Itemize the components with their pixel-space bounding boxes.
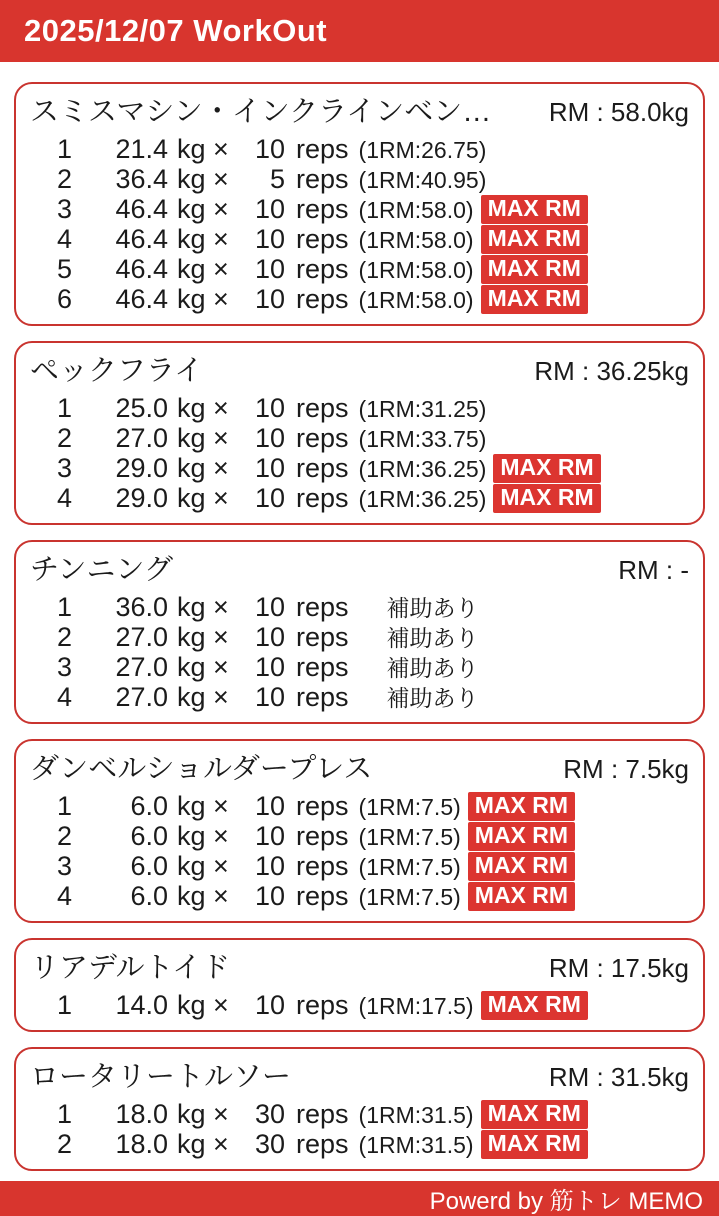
exercise-rm-value: RM : 17.5kg: [548, 953, 689, 983]
weight-unit-label: kg ×: [177, 224, 229, 254]
set-row: [30, 1099, 689, 1129]
set-reps: 10: [254, 483, 285, 513]
set-row: [30, 682, 689, 712]
set-row: [30, 254, 689, 284]
set-reps: 10: [254, 791, 285, 821]
set-reps: 10: [254, 622, 285, 652]
one-rm-value: (1RM:31.5): [358, 1132, 474, 1158]
set-row: [30, 821, 689, 851]
reps-unit-label: reps: [296, 791, 349, 821]
max-rm-badge: MAX RM: [468, 822, 575, 851]
weight-unit-label: kg ×: [177, 483, 229, 513]
set-number: 1: [56, 791, 72, 821]
weight-unit-label: kg ×: [177, 592, 229, 622]
max-rm-badge: MAX RM: [481, 225, 588, 254]
one-rm-value: (1RM:36.25): [358, 456, 487, 482]
set-list: [30, 393, 689, 513]
set-number: 3: [56, 652, 72, 682]
reps-unit-label: reps: [296, 622, 349, 652]
set-row: [30, 592, 689, 622]
exercise-name: ペックフライ: [30, 355, 204, 387]
max-rm-badge: MAX RM: [468, 852, 575, 881]
exercise-name: リアデルトイド: [30, 952, 231, 984]
set-row: [30, 194, 689, 224]
max-rm-badge: MAX RM: [468, 792, 575, 821]
max-rm-badge: MAX RM: [468, 882, 575, 911]
one-rm-value: (1RM:31.25): [358, 396, 487, 422]
set-number: 3: [56, 194, 72, 224]
weight-unit-label: kg ×: [177, 423, 229, 453]
weight-unit-label: kg ×: [177, 990, 229, 1020]
set-reps: 10: [254, 254, 285, 284]
weight-unit-label: kg ×: [177, 453, 229, 483]
set-reps: 10: [254, 851, 285, 881]
weight-unit-label: kg ×: [177, 881, 229, 911]
set-weight: 46.4: [115, 254, 168, 284]
set-weight: 29.0: [115, 483, 168, 513]
reps-unit-label: reps: [296, 224, 349, 254]
set-reps: 10: [254, 990, 285, 1020]
set-reps: 30: [254, 1099, 285, 1129]
set-reps: 10: [254, 652, 285, 682]
weight-unit-label: kg ×: [177, 164, 229, 194]
set-row: [30, 483, 689, 513]
max-rm-badge: MAX RM: [493, 484, 600, 513]
exercise-rm-value: RM : 36.25kg: [534, 356, 689, 386]
set-list: [30, 592, 689, 712]
weight-unit-label: kg ×: [177, 652, 229, 682]
set-weight: 18.0: [115, 1129, 168, 1159]
set-memo-label: 補助あり: [386, 655, 479, 681]
exercise-card: [14, 82, 705, 326]
set-row: [30, 881, 689, 911]
set-reps: 10: [254, 194, 285, 224]
one-rm-value: (1RM:33.75): [358, 426, 487, 452]
set-list: [30, 791, 689, 911]
set-weight: 27.0: [115, 423, 168, 453]
one-rm-value: (1RM:58.0): [358, 287, 474, 313]
exercise-name: チンニング: [30, 554, 173, 586]
set-number: 2: [56, 1129, 72, 1159]
app-footer: [0, 1181, 719, 1216]
exercise-card-header: [30, 946, 689, 990]
weight-unit-label: kg ×: [177, 622, 229, 652]
set-weight: 29.0: [115, 453, 168, 483]
exercise-rm-value: RM : 58.0kg: [548, 97, 689, 127]
set-row: [30, 134, 689, 164]
set-number: 4: [56, 881, 72, 911]
reps-unit-label: reps: [296, 194, 349, 224]
page-title: 2025/12/07 WorkOut: [24, 13, 328, 48]
set-weight: 21.4: [115, 134, 168, 164]
weight-unit-label: kg ×: [177, 254, 229, 284]
set-list: [30, 1099, 689, 1159]
set-reps: 10: [254, 423, 285, 453]
set-weight: 36.0: [115, 592, 168, 622]
exercise-rm-value: RM : 31.5kg: [548, 1062, 689, 1092]
set-weight: 25.0: [115, 393, 168, 423]
set-number: 3: [56, 851, 72, 881]
one-rm-value: (1RM:58.0): [358, 197, 474, 223]
weight-unit-label: kg ×: [177, 821, 229, 851]
reps-unit-label: reps: [296, 1129, 349, 1159]
set-reps: 10: [254, 284, 285, 314]
set-weight: 27.0: [115, 652, 168, 682]
one-rm-value: (1RM:7.5): [358, 854, 461, 880]
exercise-name: ロータリートルソー: [30, 1061, 292, 1093]
set-number: 2: [56, 164, 72, 194]
set-row: [30, 652, 689, 682]
weight-unit-label: kg ×: [177, 791, 229, 821]
one-rm-value: (1RM:7.5): [358, 824, 461, 850]
max-rm-badge: MAX RM: [481, 285, 588, 314]
workout-list: [0, 62, 719, 1181]
app-header: [0, 0, 719, 62]
set-number: 1: [56, 990, 72, 1020]
set-number: 5: [56, 254, 72, 284]
one-rm-value: (1RM:7.5): [358, 884, 461, 910]
max-rm-badge: MAX RM: [481, 991, 588, 1020]
reps-unit-label: reps: [296, 483, 349, 513]
reps-unit-label: reps: [296, 1099, 349, 1129]
set-row: [30, 851, 689, 881]
powered-by-label: Powerd by 筋トレ MEMO: [429, 1188, 703, 1215]
exercise-card: [14, 540, 705, 724]
set-row: [30, 791, 689, 821]
set-weight: 46.4: [115, 194, 168, 224]
set-number: 2: [56, 423, 72, 453]
reps-unit-label: reps: [296, 134, 349, 164]
one-rm-value: (1RM:36.25): [358, 486, 487, 512]
set-reps: 10: [254, 881, 285, 911]
reps-unit-label: reps: [296, 393, 349, 423]
one-rm-value: (1RM:26.75): [358, 137, 487, 163]
reps-unit-label: reps: [296, 592, 349, 622]
max-rm-badge: MAX RM: [493, 454, 600, 483]
exercise-rm-value: RM : 7.5kg: [563, 754, 689, 784]
set-reps: 10: [254, 821, 285, 851]
reps-unit-label: reps: [296, 990, 349, 1020]
reps-unit-label: reps: [296, 423, 349, 453]
exercise-name: ダンベルショルダープレス: [30, 753, 373, 785]
set-number: 3: [56, 453, 72, 483]
set-row: [30, 990, 689, 1020]
weight-unit-label: kg ×: [177, 194, 229, 224]
set-weight: 6.0: [130, 851, 168, 881]
set-number: 4: [56, 224, 72, 254]
reps-unit-label: reps: [296, 851, 349, 881]
set-reps: 10: [254, 393, 285, 423]
reps-unit-label: reps: [296, 821, 349, 851]
weight-unit-label: kg ×: [177, 1099, 229, 1129]
reps-unit-label: reps: [296, 652, 349, 682]
exercise-card-header: [30, 1055, 689, 1099]
set-weight: 6.0: [130, 881, 168, 911]
set-reps: 10: [254, 224, 285, 254]
weight-unit-label: kg ×: [177, 1129, 229, 1159]
set-weight: 18.0: [115, 1099, 168, 1129]
set-reps: 30: [254, 1129, 285, 1159]
set-reps: 10: [254, 453, 285, 483]
weight-unit-label: kg ×: [177, 284, 229, 314]
exercise-card-header: [30, 349, 689, 393]
one-rm-value: (1RM:31.5): [358, 1102, 474, 1128]
set-number: 6: [56, 284, 72, 314]
set-number: 1: [56, 1099, 72, 1129]
set-number: 4: [56, 483, 72, 513]
reps-unit-label: reps: [296, 254, 349, 284]
weight-unit-label: kg ×: [177, 851, 229, 881]
set-row: [30, 164, 689, 194]
set-reps: 10: [254, 682, 285, 712]
set-number: 2: [56, 622, 72, 652]
set-reps: 10: [254, 592, 285, 622]
max-rm-badge: MAX RM: [481, 1130, 588, 1159]
set-weight: 6.0: [130, 821, 168, 851]
exercise-card: [14, 341, 705, 525]
exercise-card: [14, 1047, 705, 1171]
exercise-name: スミスマシン・インクラインベン…: [30, 96, 492, 128]
one-rm-value: (1RM:7.5): [358, 794, 461, 820]
set-row: [30, 622, 689, 652]
set-row: [30, 453, 689, 483]
set-number: 1: [56, 134, 72, 164]
exercise-card-header: [30, 747, 689, 791]
set-memo-label: 補助あり: [386, 685, 479, 711]
max-rm-badge: MAX RM: [481, 1100, 588, 1129]
set-reps: 10: [254, 134, 285, 164]
set-weight: 6.0: [130, 791, 168, 821]
set-row: [30, 423, 689, 453]
set-row: [30, 1129, 689, 1159]
set-weight: 27.0: [115, 682, 168, 712]
set-memo-label: 補助あり: [386, 595, 479, 621]
one-rm-value: (1RM:58.0): [358, 257, 474, 283]
exercise-rm-value: RM : -: [618, 555, 689, 585]
max-rm-badge: MAX RM: [481, 255, 588, 284]
exercise-card: [14, 739, 705, 923]
exercise-card: [14, 938, 705, 1032]
set-reps: 5: [269, 164, 285, 194]
reps-unit-label: reps: [296, 453, 349, 483]
reps-unit-label: reps: [296, 164, 349, 194]
reps-unit-label: reps: [296, 682, 349, 712]
weight-unit-label: kg ×: [177, 393, 229, 423]
reps-unit-label: reps: [296, 881, 349, 911]
set-row: [30, 284, 689, 314]
set-weight: 46.4: [115, 284, 168, 314]
set-row: [30, 224, 689, 254]
max-rm-badge: MAX RM: [481, 195, 588, 224]
exercise-card-header: [30, 90, 689, 134]
exercise-card-header: [30, 548, 689, 592]
set-weight: 14.0: [115, 990, 168, 1020]
set-weight: 46.4: [115, 224, 168, 254]
weight-unit-label: kg ×: [177, 134, 229, 164]
one-rm-value: (1RM:17.5): [358, 993, 474, 1019]
set-weight: 36.4: [115, 164, 168, 194]
set-row: [30, 393, 689, 423]
set-number: 4: [56, 682, 72, 712]
set-number: 1: [56, 393, 72, 423]
weight-unit-label: kg ×: [177, 682, 229, 712]
set-number: 1: [56, 592, 72, 622]
reps-unit-label: reps: [296, 284, 349, 314]
set-weight: 27.0: [115, 622, 168, 652]
set-list: [30, 134, 689, 314]
set-list: [30, 990, 689, 1020]
one-rm-value: (1RM:40.95): [358, 167, 487, 193]
set-number: 2: [56, 821, 72, 851]
one-rm-value: (1RM:58.0): [358, 227, 474, 253]
set-memo-label: 補助あり: [386, 625, 479, 651]
